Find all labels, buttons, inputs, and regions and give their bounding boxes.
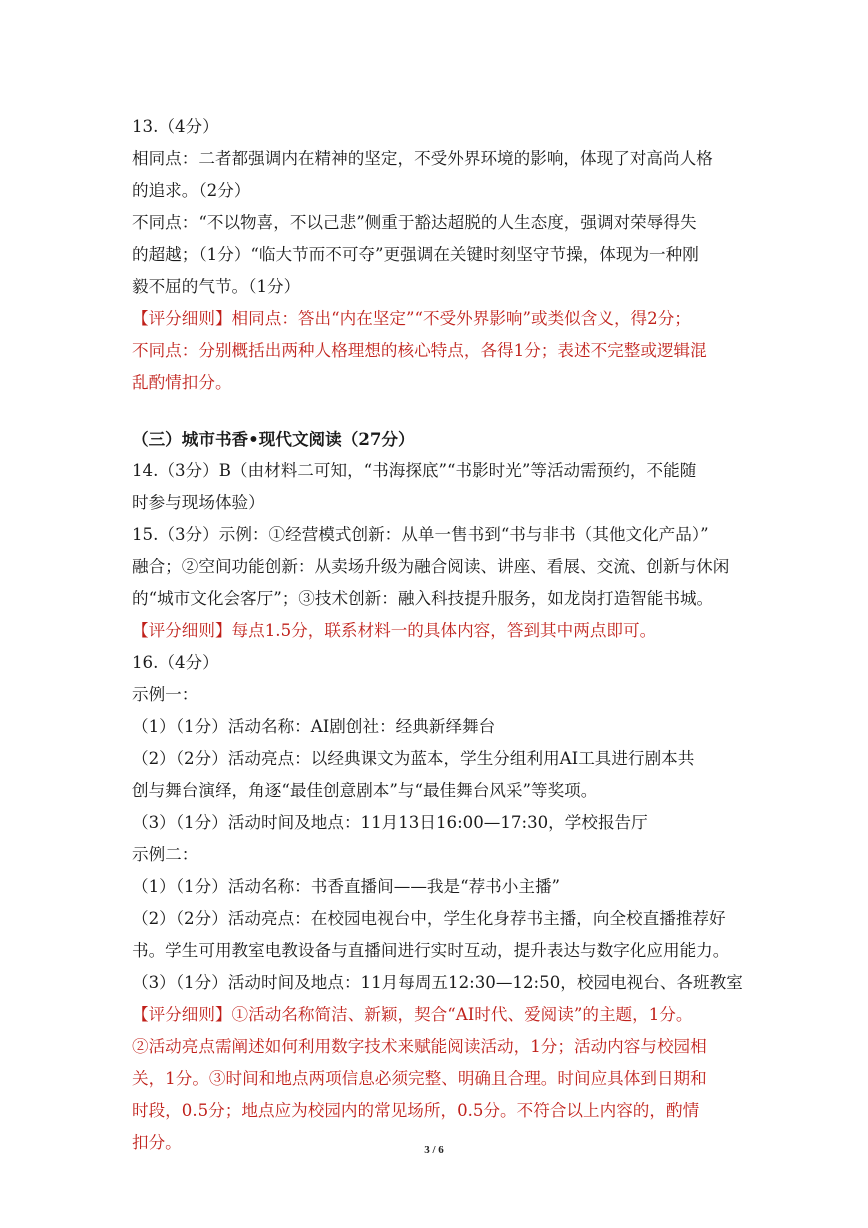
line-q15: 15.（3分）示例：①经营模式创新：从单一售书到“书与非书（其他文化产品）” [132,525,709,544]
section-heading: （三）城市书香•现代文阅读（27分） [132,429,415,449]
line-example-1-highlight: （2）（2分）活动亮点：以经典课文为蓝本，学生分组利用AI工具进行剧本共 [132,749,695,768]
line-q15-cont-1: 融合；②空间功能创新：从卖场升级为融合阅读、讲座、看展、交流、创新与休闲 [132,557,730,576]
line-q16-header: 16.（4分） [132,653,219,672]
line-q14: 14.（3分）B（由材料二可知，“书海探底”“书影时光”等活动需预约，不能随 [132,461,697,480]
line-q13-difference: 不同点：“不以物喜，不以己悲”侧重于豁达超脱的人生态度，强调对荣辱得失 [132,213,697,232]
line-q16-rubric-4: 时段，0.5分；地点应为校园内的常见场所，0.5分。不符合以上内容的，酌情 [132,1101,700,1120]
line-q13-rubric-2: 不同点：分别概括出两种人格理想的核心特点，各得1分；表述不完整或逻辑混 [132,341,707,360]
line-q13-similarity: 相同点：二者都强调内在精神的坚定，不受外界环境的影响，体现了对高尚人格 [132,149,713,168]
line-q13-similarity-cont: 的追求。（2分） [132,181,251,200]
line-example-1-name: （1）（1分）活动名称：AI剧创社：经典新绎舞台 [132,717,496,736]
line-q15-rubric: 【评分细则】每点1.5分，联系材料一的具体内容，答到其中两点即可。 [132,621,657,640]
line-q13-difference-cont: 的超越；（1分）“临大节而不可夺”更强调在关键时刻坚守节操，体现为一种刚 [132,245,699,264]
line-q16-rubric-2: ②活动亮点需阐述如何利用数字技术来赋能阅读活动，1分；活动内容与校园相 [132,1037,707,1056]
line-q16-rubric-1: 【评分细则】①活动名称简洁、新颖，契合“AI时代、爱阅读”的主题，1分。 [132,1005,693,1024]
page-number: 3 / 6 [424,1144,444,1156]
line-example-1-highlight-cont: 创与舞台演绎，角逐“最佳创意剧本”与“最佳舞台风采”等奖项。 [132,781,598,800]
line-q13-header: 13.（4分） [132,117,219,136]
line-example-2-highlight: （2）（2分）活动亮点：在校园电视台中，学生化身荐书主播，向全校直播推荐好 [132,909,726,928]
line-q15-cont-2: 的“城市文化会客厅”；③技术创新：融入科技提升服务，如龙岗打造智能书城。 [132,589,714,608]
line-q14-cont: 时参与现场体验） [132,493,265,512]
line-example-2-time: （3）（1分）活动时间及地点：11月每周五12:30—12:50，校园电视台、各班教室 [132,973,743,992]
line-example-1-label: 示例一： [132,685,199,704]
line-q16-rubric-5: 扣分。 [132,1133,182,1152]
line-q13-difference-end: 毅不屈的气节。（1分） [132,277,301,296]
line-q13-rubric-3: 乱酌情扣分。 [132,373,232,392]
line-example-2-label: 示例二： [132,845,199,864]
line-q16-rubric-3: 关，1分。③时间和地点两项信息必须完整、明确且合理。时间应具体到日期和 [132,1069,707,1088]
line-example-1-time: （3）（1分）活动时间及地点：11月13日16:00—17:30，学校报告厅 [132,813,648,832]
line-q13-rubric-1: 【评分细则】相同点：答出“内在坚定”“不受外界影响”或类似含义，得2分； [132,309,691,328]
line-example-2-highlight-cont: 书。学生可用教室电教设备与直播间进行实时互动，提升表达与数字化应用能力。 [132,941,730,960]
line-example-2-name: （1）（1分）活动名称：书香直播间——我是“荐书小主播” [132,877,561,896]
